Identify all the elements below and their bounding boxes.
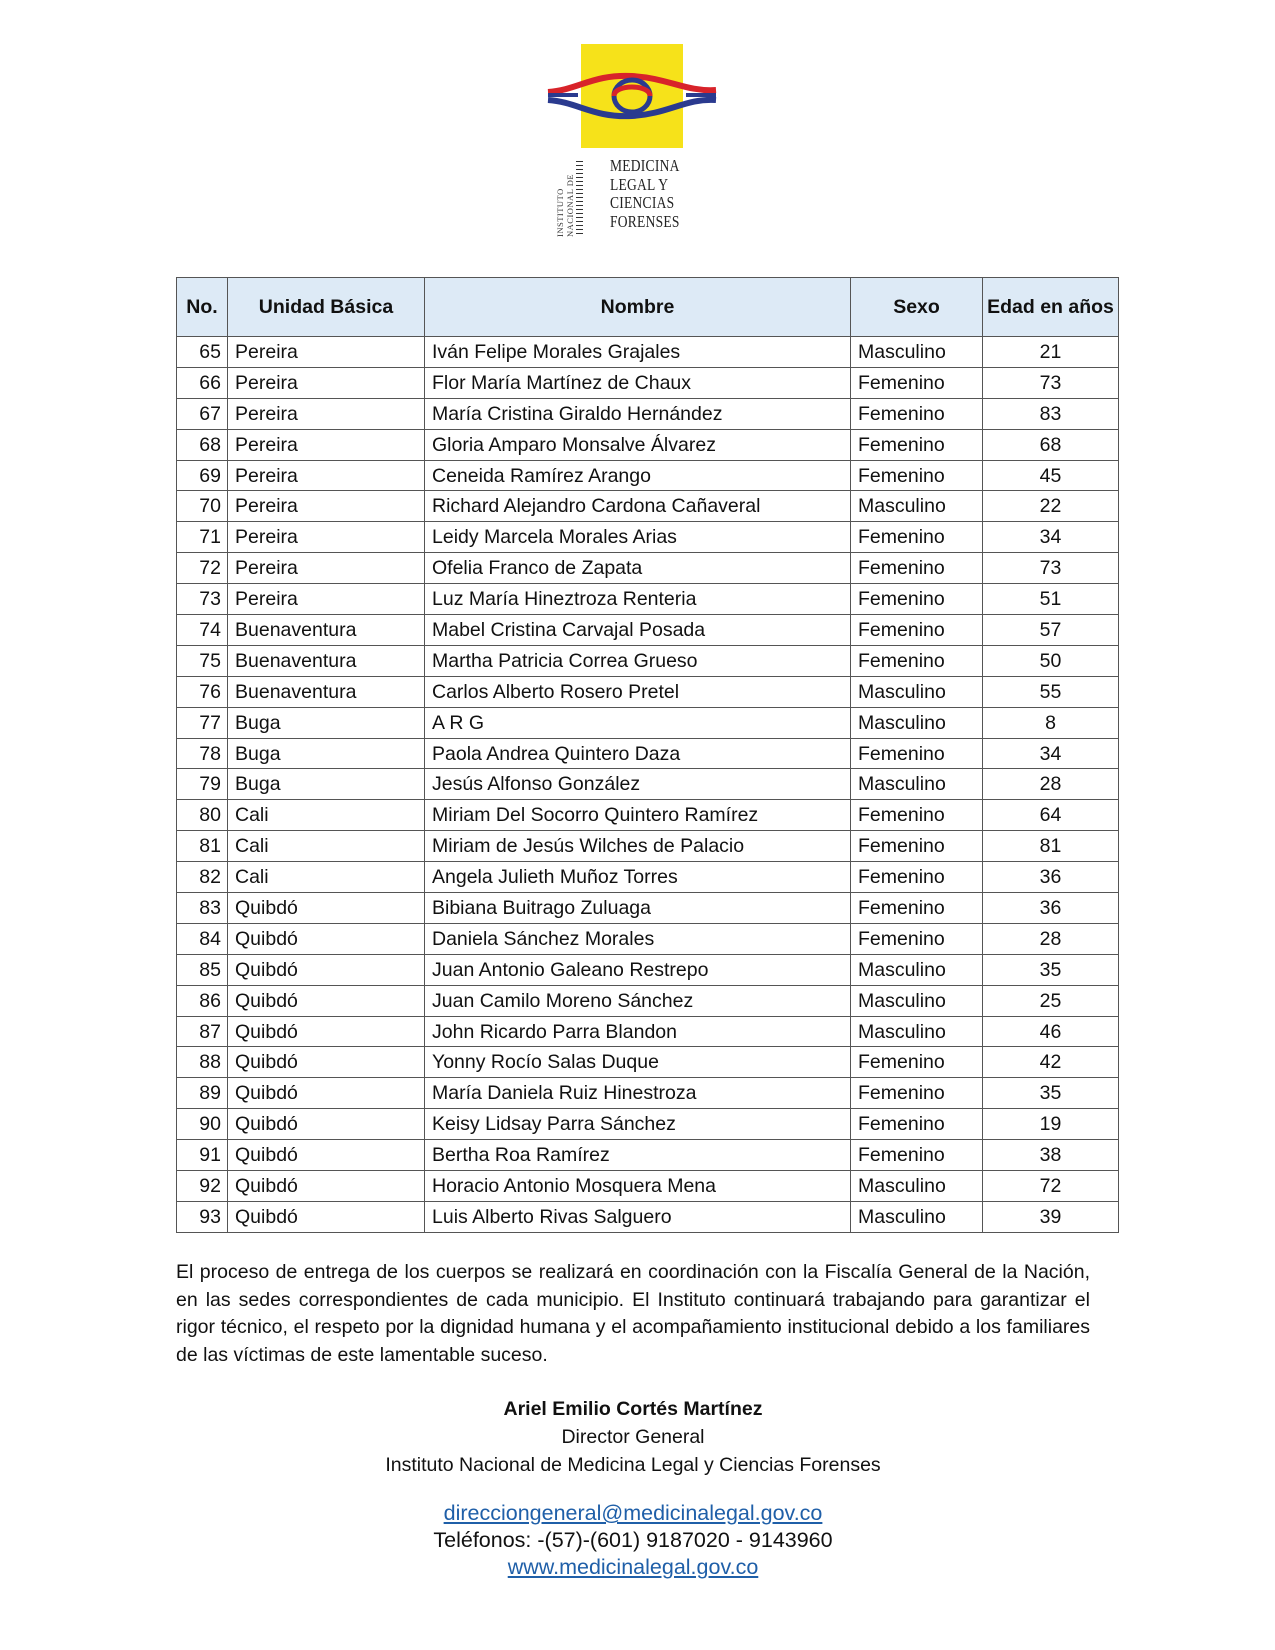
cell-no: 71	[177, 522, 228, 553]
signer-title: Director General	[561, 1426, 705, 1448]
cell-age: 35	[983, 1078, 1119, 1109]
cell-unit: Pereira	[228, 460, 425, 491]
cell-sex: Masculino	[851, 985, 983, 1016]
table-row	[177, 985, 1119, 1016]
table-row	[177, 954, 1119, 985]
cell-unit: Cali	[228, 800, 425, 831]
cell-sex: Masculino	[851, 1201, 983, 1232]
cell-age: 51	[983, 584, 1119, 615]
cell-name: Ceneida Ramírez Arango	[425, 460, 851, 491]
cell-age: 72	[983, 1171, 1119, 1202]
cell-unit: Cali	[228, 862, 425, 893]
cell-sex: Masculino	[851, 1171, 983, 1202]
cell-age: 68	[983, 429, 1119, 460]
cell-unit: Pereira	[228, 429, 425, 460]
cell-unit: Cali	[228, 831, 425, 862]
cell-no: 85	[177, 954, 228, 985]
table-row	[177, 1201, 1119, 1232]
cell-no: 75	[177, 645, 228, 676]
closing-paragraph: El proceso de entrega de los cuerpos se realizará en coordinación con la Fiscalía General de la Nación, en las sedes correspondientes de cada municipio. El Instituto continuará trabajando para garantizar el rigor técnico, el respeto por la dignidad humana y el acompañamiento institucional debido a los familiares de las víctimas de este lamentable suceso.	[176, 1261, 1090, 1366]
cell-age: 35	[983, 954, 1119, 985]
cell-no: 66	[177, 367, 228, 398]
cell-name: Keisy Lidsay Parra Sánchez	[425, 1109, 851, 1140]
logo-wordmark: MEDICINA LEGAL Y CIENCIAS FORENSES	[610, 156, 680, 231]
table-row	[177, 460, 1119, 491]
cell-no: 86	[177, 985, 228, 1016]
cell-sex: Masculino	[851, 769, 983, 800]
cell-unit: Buga	[228, 707, 425, 738]
cell-unit: Quibdó	[228, 1171, 425, 1202]
table-row	[177, 1109, 1119, 1140]
cell-name: Horacio Antonio Mosquera Mena	[425, 1171, 851, 1202]
cell-age: 19	[983, 1109, 1119, 1140]
cell-unit: Quibdó	[228, 1109, 425, 1140]
cell-age: 21	[983, 337, 1119, 368]
cell-sex: Femenino	[851, 553, 983, 584]
cell-name: Luis Alberto Rivas Salguero	[425, 1201, 851, 1232]
cell-unit: Quibdó	[228, 1047, 425, 1078]
cell-sex: Femenino	[851, 862, 983, 893]
cell-name: Daniela Sánchez Morales	[425, 923, 851, 954]
cell-sex: Femenino	[851, 923, 983, 954]
table-row	[177, 923, 1119, 954]
table-row	[177, 707, 1119, 738]
cell-name: John Ricardo Parra Blandon	[425, 1016, 851, 1047]
cell-no: 90	[177, 1109, 228, 1140]
cell-age: 57	[983, 615, 1119, 646]
cell-sex: Femenino	[851, 398, 983, 429]
cell-name: A R G	[425, 707, 851, 738]
cell-age: 81	[983, 831, 1119, 862]
cell-age: 36	[983, 862, 1119, 893]
cell-name: Ofelia Franco de Zapata	[425, 553, 851, 584]
cell-no: 77	[177, 707, 228, 738]
cell-name: Luz María Hineztroza Renteria	[425, 584, 851, 615]
table-row	[177, 893, 1119, 924]
cell-age: 38	[983, 1140, 1119, 1171]
cell-sex: Masculino	[851, 707, 983, 738]
cell-name: Carlos Alberto Rosero Pretel	[425, 676, 851, 707]
cell-sex: Femenino	[851, 800, 983, 831]
cell-sex: Masculino	[851, 1016, 983, 1047]
cell-no: 84	[177, 923, 228, 954]
website-link[interactable]: www.medicinalegal.gov.co	[507, 1555, 759, 1579]
cell-no: 93	[177, 1201, 228, 1232]
victims-table	[176, 277, 1119, 1233]
header-age: Edad en años	[983, 278, 1119, 337]
cell-sex: Femenino	[851, 615, 983, 646]
cell-unit: Buenaventura	[228, 645, 425, 676]
cell-sex: Femenino	[851, 584, 983, 615]
logo-vertical-text: INSTITUTO NACIONAL DE	[555, 159, 599, 237]
cell-name: Mabel Cristina Carvajal Posada	[425, 615, 851, 646]
table-body	[177, 337, 1119, 1233]
table-row	[177, 1140, 1119, 1171]
cell-sex: Femenino	[851, 1109, 983, 1140]
cell-no: 76	[177, 676, 228, 707]
header-no: No.	[177, 278, 228, 337]
cell-no: 69	[177, 460, 228, 491]
cell-sex: Masculino	[851, 954, 983, 985]
cell-age: 22	[983, 491, 1119, 522]
cell-unit: Quibdó	[228, 1201, 425, 1232]
header-name: Nombre	[425, 278, 851, 337]
cell-sex: Femenino	[851, 893, 983, 924]
header-unit: Unidad Básica	[228, 278, 425, 337]
signer-name: Ariel Emilio Cortés Martínez	[503, 1398, 763, 1420]
cell-age: 46	[983, 1016, 1119, 1047]
cell-no: 79	[177, 769, 228, 800]
table-row	[177, 676, 1119, 707]
cell-no: 74	[177, 615, 228, 646]
cell-name: Paola Andrea Quintero Daza	[425, 738, 851, 769]
institute-logo	[548, 44, 716, 237]
table-row	[177, 491, 1119, 522]
cell-no: 91	[177, 1140, 228, 1171]
table-row	[177, 429, 1119, 460]
cell-sex: Femenino	[851, 1140, 983, 1171]
cell-no: 83	[177, 893, 228, 924]
cell-no: 81	[177, 831, 228, 862]
table-row	[177, 769, 1119, 800]
cell-name: Jesús Alfonso González	[425, 769, 851, 800]
cell-name: Juan Camilo Moreno Sánchez	[425, 985, 851, 1016]
cell-age: 34	[983, 738, 1119, 769]
cell-name: María Daniela Ruiz Hinestroza	[425, 1078, 851, 1109]
table-row	[177, 1078, 1119, 1109]
contact-block	[176, 1500, 1090, 1581]
logo-bars	[576, 161, 583, 235]
cell-age: 8	[983, 707, 1119, 738]
table-row	[177, 553, 1119, 584]
cell-age: 73	[983, 553, 1119, 584]
signer-organization: Instituto Nacional de Medicina Legal y Ciencias Forenses	[385, 1454, 881, 1476]
cell-name: Richard Alejandro Cardona Cañaveral	[425, 491, 851, 522]
cell-unit: Quibdó	[228, 1016, 425, 1047]
table-row	[177, 522, 1119, 553]
table-row	[177, 831, 1119, 862]
cell-no: 87	[177, 1016, 228, 1047]
signature-block	[176, 1395, 1090, 1479]
cell-age: 36	[983, 893, 1119, 924]
cell-unit: Pereira	[228, 522, 425, 553]
cell-sex: Masculino	[851, 676, 983, 707]
cell-sex: Femenino	[851, 522, 983, 553]
cell-no: 72	[177, 553, 228, 584]
table-row	[177, 367, 1119, 398]
table-row	[177, 615, 1119, 646]
cell-name: Iván Felipe Morales Grajales	[425, 337, 851, 368]
cell-name: Leidy Marcela Morales Arias	[425, 522, 851, 553]
cell-unit: Quibdó	[228, 893, 425, 924]
cell-sex: Femenino	[851, 460, 983, 491]
cell-unit: Pereira	[228, 367, 425, 398]
cell-unit: Quibdó	[228, 923, 425, 954]
cell-unit: Quibdó	[228, 985, 425, 1016]
cell-no: 82	[177, 862, 228, 893]
cell-no: 73	[177, 584, 228, 615]
cell-unit: Pereira	[228, 584, 425, 615]
cell-no: 92	[177, 1171, 228, 1202]
cell-unit: Pereira	[228, 491, 425, 522]
cell-sex: Femenino	[851, 738, 983, 769]
cell-no: 65	[177, 337, 228, 368]
cell-sex: Femenino	[851, 367, 983, 398]
cell-age: 28	[983, 923, 1119, 954]
cell-unit: Quibdó	[228, 1140, 425, 1171]
cell-age: 45	[983, 460, 1119, 491]
cell-no: 78	[177, 738, 228, 769]
cell-age: 50	[983, 645, 1119, 676]
cell-age: 28	[983, 769, 1119, 800]
table-row	[177, 645, 1119, 676]
cell-unit: Buga	[228, 769, 425, 800]
cell-unit: Pereira	[228, 553, 425, 584]
eye-ribbon-icon	[548, 72, 716, 132]
cell-name: Gloria Amparo Monsalve Álvarez	[425, 429, 851, 460]
cell-sex: Femenino	[851, 1047, 983, 1078]
table-row	[177, 337, 1119, 368]
cell-age: 64	[983, 800, 1119, 831]
cell-name: Yonny Rocío Salas Duque	[425, 1047, 851, 1078]
cell-name: Angela Julieth Muñoz Torres	[425, 862, 851, 893]
cell-unit: Pereira	[228, 398, 425, 429]
cell-unit: Quibdó	[228, 1078, 425, 1109]
cell-no: 68	[177, 429, 228, 460]
cell-name: Bertha Roa Ramírez	[425, 1140, 851, 1171]
cell-name: Flor María Martínez de Chaux	[425, 367, 851, 398]
cell-age: 42	[983, 1047, 1119, 1078]
cell-unit: Pereira	[228, 337, 425, 368]
cell-name: Juan Antonio Galeano Restrepo	[425, 954, 851, 985]
cell-no: 88	[177, 1047, 228, 1078]
cell-sex: Femenino	[851, 429, 983, 460]
header-sex: Sexo	[851, 278, 983, 337]
table-row	[177, 1171, 1119, 1202]
email-link[interactable]: direcciongeneral@medicinalegal.gov.co	[443, 1501, 823, 1525]
cell-age: 25	[983, 985, 1119, 1016]
table-row	[177, 1016, 1119, 1047]
cell-name: Martha Patricia Correa Grueso	[425, 645, 851, 676]
cell-name: Miriam de Jesús Wilches de Palacio	[425, 831, 851, 862]
cell-sex: Masculino	[851, 491, 983, 522]
cell-sex: Femenino	[851, 1078, 983, 1109]
phone-numbers: Teléfonos: -(57)-(601) 9187020 - 9143960	[433, 1528, 833, 1552]
cell-name: Miriam Del Socorro Quintero Ramírez	[425, 800, 851, 831]
cell-unit: Buenaventura	[228, 615, 425, 646]
cell-sex: Femenino	[851, 831, 983, 862]
cell-no: 80	[177, 800, 228, 831]
cell-age: 55	[983, 676, 1119, 707]
cell-sex: Femenino	[851, 645, 983, 676]
cell-no: 89	[177, 1078, 228, 1109]
table-header-row	[177, 278, 1119, 337]
cell-age: 73	[983, 367, 1119, 398]
cell-no: 70	[177, 491, 228, 522]
table-row	[177, 584, 1119, 615]
cell-age: 83	[983, 398, 1119, 429]
table-row	[177, 862, 1119, 893]
cell-age: 39	[983, 1201, 1119, 1232]
cell-unit: Buga	[228, 738, 425, 769]
cell-sex: Masculino	[851, 337, 983, 368]
cell-unit: Quibdó	[228, 954, 425, 985]
cell-name: María Cristina Giraldo Hernández	[425, 398, 851, 429]
cell-no: 67	[177, 398, 228, 429]
table-row	[177, 398, 1119, 429]
cell-name: Bibiana Buitrago Zuluaga	[425, 893, 851, 924]
cell-age: 34	[983, 522, 1119, 553]
table-row	[177, 800, 1119, 831]
table-row	[177, 1047, 1119, 1078]
table-row	[177, 738, 1119, 769]
cell-unit: Buenaventura	[228, 676, 425, 707]
